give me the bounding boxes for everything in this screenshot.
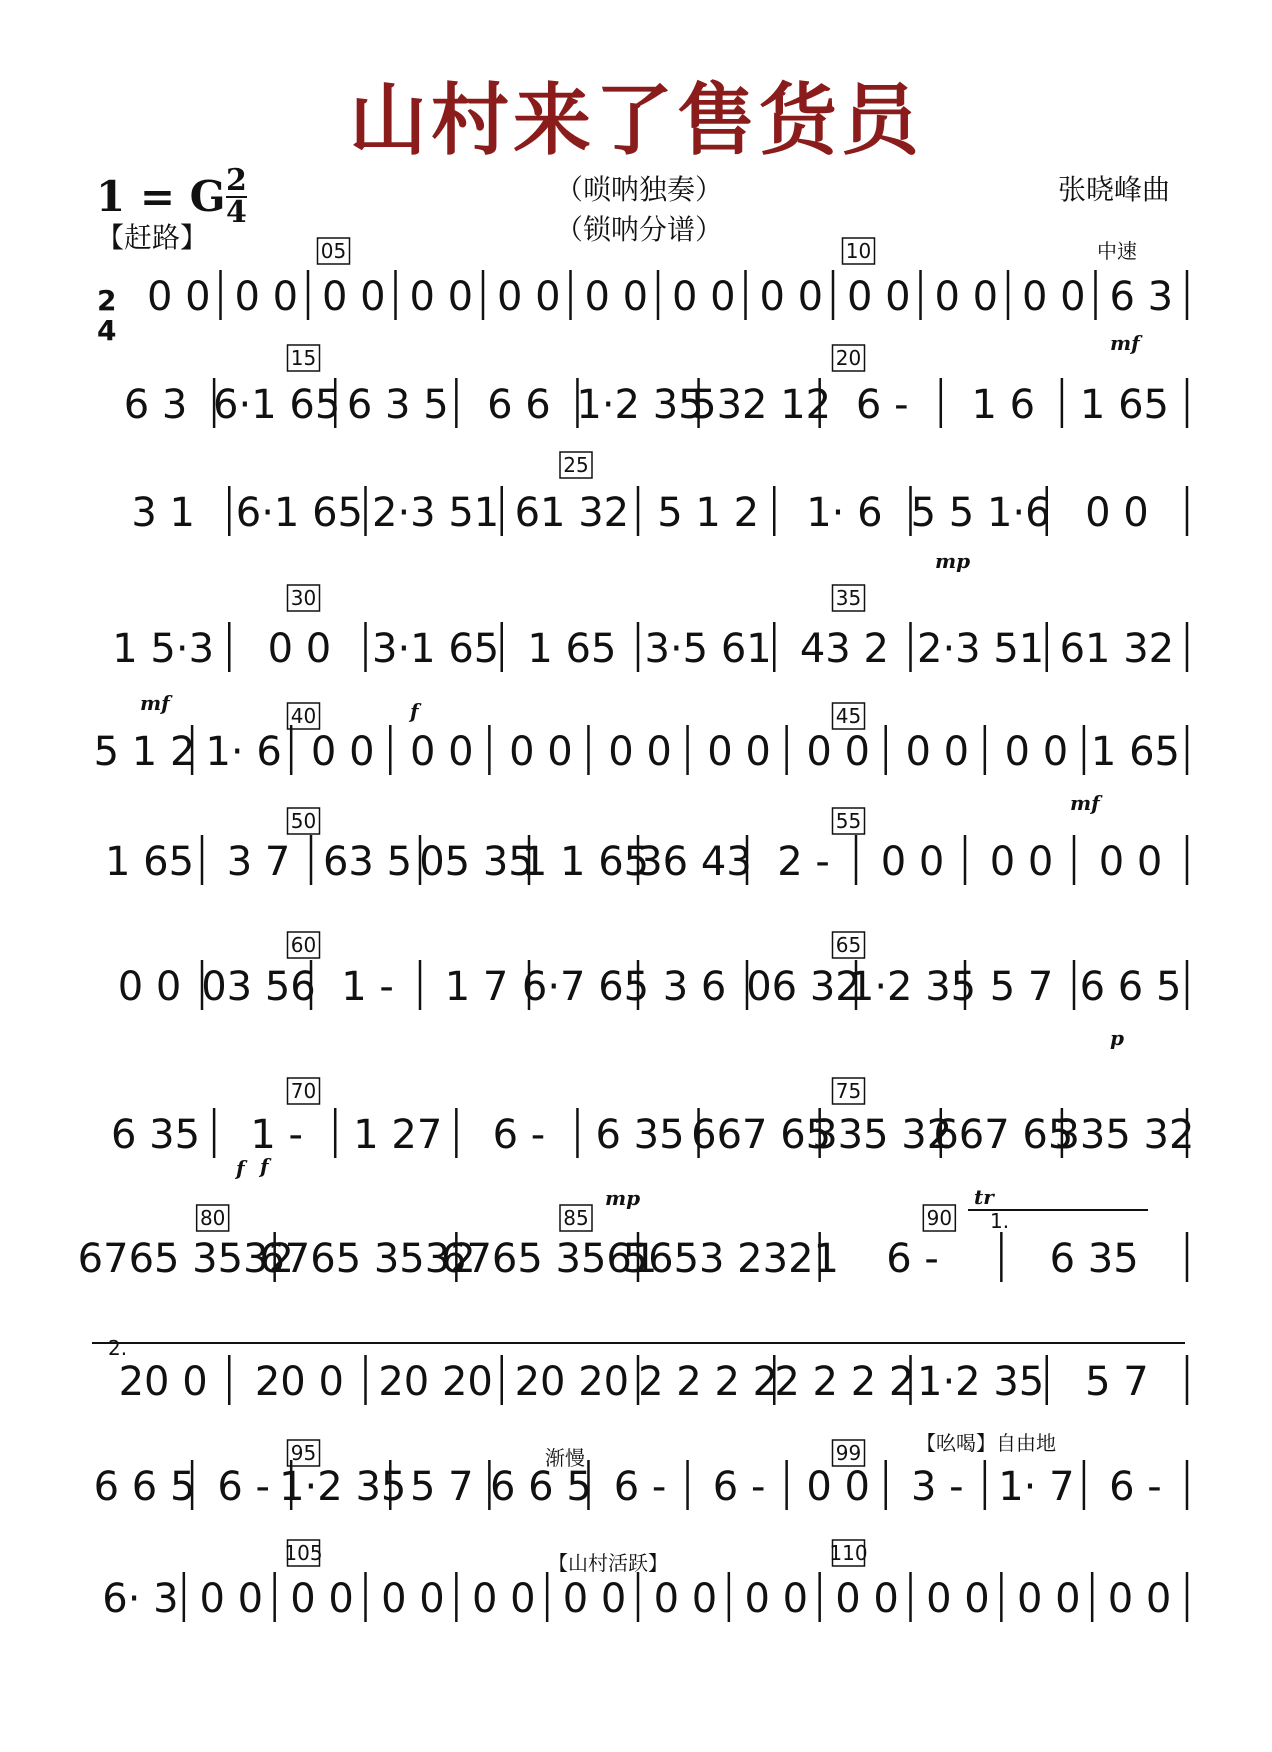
measure-number: 95: [290, 1441, 317, 1465]
measure: 5 7: [410, 1464, 474, 1510]
measure: 0 0: [410, 729, 474, 775]
measure: 1· 6: [806, 490, 883, 536]
measure: 6 3 5: [346, 382, 449, 428]
measure-number: 90: [926, 1206, 953, 1230]
measure: 0 0: [653, 1576, 718, 1622]
measure: 0 0: [584, 274, 649, 320]
inline-ts-bottom: 4: [97, 314, 117, 347]
system-3: [131, 452, 1187, 536]
measure: 0 0: [1085, 490, 1149, 536]
measure-number: 25: [563, 453, 589, 477]
measure: 0 0: [199, 1576, 264, 1622]
subtitle-2: （锁呐分谱）: [555, 213, 724, 246]
measure-number: 85: [563, 1206, 589, 1230]
measure: 2·3 51: [372, 490, 500, 536]
measure-number: 20: [835, 346, 862, 370]
measure: 0 0: [806, 729, 870, 775]
measure-number: 05: [320, 239, 347, 263]
measure: 0 0: [846, 274, 911, 320]
measure: 0 0: [806, 1464, 870, 1510]
measure: 20 0: [118, 1359, 208, 1405]
systems-layer: [78, 238, 1195, 1622]
measure-number: 50: [290, 809, 317, 833]
system-9: [78, 1205, 1187, 1282]
measure-number: 40: [290, 704, 317, 728]
measure: 0 0: [608, 729, 672, 775]
measure: 6 6 5: [490, 1464, 592, 1510]
measure-number: 10: [845, 239, 872, 263]
measure-number: 30: [290, 586, 317, 610]
system-7: [118, 932, 1187, 1010]
measure: 1 65: [1079, 382, 1169, 428]
measure: 6 -: [613, 1464, 667, 1510]
measure: 6 3: [123, 382, 188, 428]
measure: 6·1 65: [213, 382, 341, 428]
dynamic-mark: p: [1110, 1026, 1124, 1050]
measure: 0 0: [146, 274, 211, 320]
dynamic-mark: mf: [1070, 791, 1100, 815]
measure: 335 32: [812, 1112, 953, 1158]
measure: 6 6: [487, 382, 551, 428]
dynamic-mark: f: [260, 1154, 269, 1178]
measure-number: 99: [835, 1441, 862, 1465]
measure: 667 65: [691, 1112, 832, 1158]
measure: 2 -: [777, 839, 830, 885]
measure-number: 65: [835, 933, 862, 957]
measure: 0 0: [496, 274, 561, 320]
score-title: 山村来了售货员: [348, 76, 923, 166]
measure: 1 5·3: [112, 626, 215, 672]
measure: 20 20: [378, 1359, 493, 1405]
composer: 张晓峰曲: [1058, 173, 1171, 206]
measure: 0 0: [290, 1576, 354, 1622]
system-4: [112, 585, 1187, 672]
tempo-mark: 中速: [1097, 239, 1137, 263]
measure: 1 6: [971, 382, 1036, 428]
measure: 335 32: [1054, 1112, 1195, 1158]
measure: 2 2 2 2: [638, 1359, 779, 1405]
measure: 6 -: [492, 1112, 546, 1158]
measure: 5 1 2: [657, 490, 760, 536]
measure-number: 15: [290, 346, 317, 370]
measure: 1·2 35: [848, 964, 977, 1010]
time-sig-bottom: 4: [226, 195, 247, 230]
measure-number: 45: [835, 704, 862, 728]
system-10: [119, 1355, 1187, 1405]
dynamic-mark: f: [236, 1156, 245, 1180]
measure: 61 32: [1059, 626, 1175, 672]
inline-ts-top: 2: [97, 284, 117, 317]
measure: 1· 7: [998, 1464, 1075, 1510]
measure: 63 5: [322, 839, 413, 885]
measure: 20 0: [254, 1359, 344, 1405]
dynamic-mark: mf: [140, 691, 170, 715]
measure: 61 32: [514, 490, 630, 536]
subtitle-1: （唢呐独奏）: [555, 173, 724, 206]
measure: 6 -: [886, 1236, 939, 1282]
measure: 1 -: [250, 1112, 303, 1158]
measure: 0 0: [934, 274, 999, 320]
measure: 5653 2321: [622, 1236, 839, 1282]
measure: 0 0: [1004, 729, 1069, 775]
measure: 1·2 35: [279, 1464, 407, 1510]
measure: 0 0: [471, 1576, 536, 1622]
measure-number: 60: [290, 933, 317, 957]
measure-number: 75: [835, 1079, 862, 1103]
measure: 06 32: [746, 964, 861, 1010]
measure: 3·5 61: [644, 626, 772, 672]
measure: 0 0: [671, 274, 736, 320]
measure: 6765 3561: [441, 1236, 658, 1282]
measure: 6765 3532: [259, 1236, 476, 1282]
measure: 0 0: [880, 839, 945, 885]
measure: 6·1 65: [235, 490, 363, 536]
measure: 0 0: [744, 1576, 809, 1622]
measure: 0 0: [234, 274, 299, 320]
measure: 0 0: [509, 729, 573, 775]
measure: 1 27: [353, 1112, 443, 1158]
measure: 0 0: [1016, 1576, 1081, 1622]
measure: 5 7: [1085, 1359, 1149, 1405]
measure: 0 0: [1098, 839, 1163, 885]
measure: 05 35: [419, 839, 534, 885]
measure: 6 -: [712, 1464, 766, 1510]
measure: 1 7: [444, 964, 509, 1010]
measure: 0 0: [1021, 274, 1086, 320]
measure: 6 -: [855, 382, 909, 428]
time-sig-top: 2: [226, 163, 247, 198]
measure: 0 0: [267, 626, 332, 672]
trill-mark: tr: [974, 1185, 994, 1209]
measure: 2 2 2 2: [774, 1359, 915, 1405]
measure: 6 6 5: [93, 1464, 196, 1510]
measure: 1· 6: [205, 729, 282, 775]
measure-number: 105: [284, 1541, 323, 1565]
measure: 3 1: [131, 490, 195, 536]
time-signature-inline: [97, 284, 116, 347]
measure: 43 2: [799, 626, 889, 672]
measure: 2·3 51: [917, 626, 1045, 672]
measure: 1·2 35: [917, 1359, 1045, 1405]
measure: 3·1 65: [372, 626, 500, 672]
measure-number: 110: [829, 1541, 868, 1565]
measure: 6 35: [1049, 1236, 1139, 1282]
measure: 0 0: [310, 729, 375, 775]
system-1: [147, 238, 1187, 320]
measure: 0 0: [117, 964, 182, 1010]
measure-number: 70: [290, 1079, 317, 1103]
measure: 0 0: [926, 1576, 990, 1622]
measure: 5 1 2: [93, 729, 196, 775]
system-6: [105, 808, 1187, 885]
measure: 0 0: [321, 274, 386, 320]
measure: 1·2 35: [576, 382, 704, 428]
measure-number: 55: [835, 809, 862, 833]
measure: 3 -: [910, 1464, 964, 1510]
key-signature: 1 = G: [96, 172, 226, 221]
measure: 5 7: [989, 964, 1054, 1010]
measure: 6 3: [1109, 274, 1174, 320]
measure: 0 0: [707, 729, 771, 775]
measure: 667 65: [933, 1112, 1074, 1158]
measure: 0 0: [835, 1576, 899, 1622]
measure: 532 12: [691, 382, 832, 428]
measure: 0 0: [1107, 1576, 1172, 1622]
measure: 1 -: [341, 964, 394, 1010]
measure: 1 65: [104, 839, 195, 885]
measure: 20 20: [514, 1359, 630, 1405]
measure: 3 6: [662, 964, 727, 1010]
measure-number: 80: [199, 1206, 226, 1230]
measure: 0 0: [381, 1576, 445, 1622]
dynamic-mark: mp: [935, 549, 971, 573]
section-label-start: 【赶路】: [96, 221, 209, 254]
measure: 03 56: [201, 964, 316, 1010]
measure: 6765 3532: [77, 1236, 294, 1282]
annotation-rit: 渐慢: [545, 1446, 585, 1470]
system-2: [124, 345, 1187, 428]
annotation-lively: 【山村活跃】: [548, 1551, 668, 1575]
measure: 0 0: [562, 1576, 627, 1622]
measure: 1 1 65: [521, 839, 650, 885]
measure: 6 35: [595, 1112, 685, 1158]
measure: 3 7: [226, 839, 291, 885]
volta-first: 1.: [990, 1209, 1010, 1233]
annotation-shout: 【吆喝】自由地: [916, 1431, 1056, 1455]
measure: 0 0: [759, 274, 824, 320]
system-8: [111, 1078, 1194, 1158]
measure: 36 43: [637, 839, 752, 885]
measure: 5 5 1·6: [910, 490, 1051, 536]
measure: 1 65: [527, 626, 617, 672]
volta-second: 2.: [108, 1336, 128, 1360]
dynamic-mark: f: [410, 699, 419, 723]
measure: 0 0: [409, 274, 474, 320]
dynamic-mark: mp: [605, 1186, 641, 1210]
measure-number: 35: [835, 586, 862, 610]
dynamic-mark: mf: [1110, 331, 1140, 355]
measure: 6 35: [111, 1112, 201, 1158]
measure: 0 0: [989, 839, 1054, 885]
measure: 0 0: [905, 729, 970, 775]
measure: 6·7 65: [521, 964, 650, 1010]
measure: 6· 3: [102, 1576, 179, 1622]
system-5: [94, 703, 1187, 775]
measure: 6 6 5: [1079, 964, 1182, 1010]
measure: 6 -: [1109, 1464, 1162, 1510]
measure: 6 -: [217, 1464, 270, 1510]
measure: 1 65: [1090, 729, 1180, 775]
